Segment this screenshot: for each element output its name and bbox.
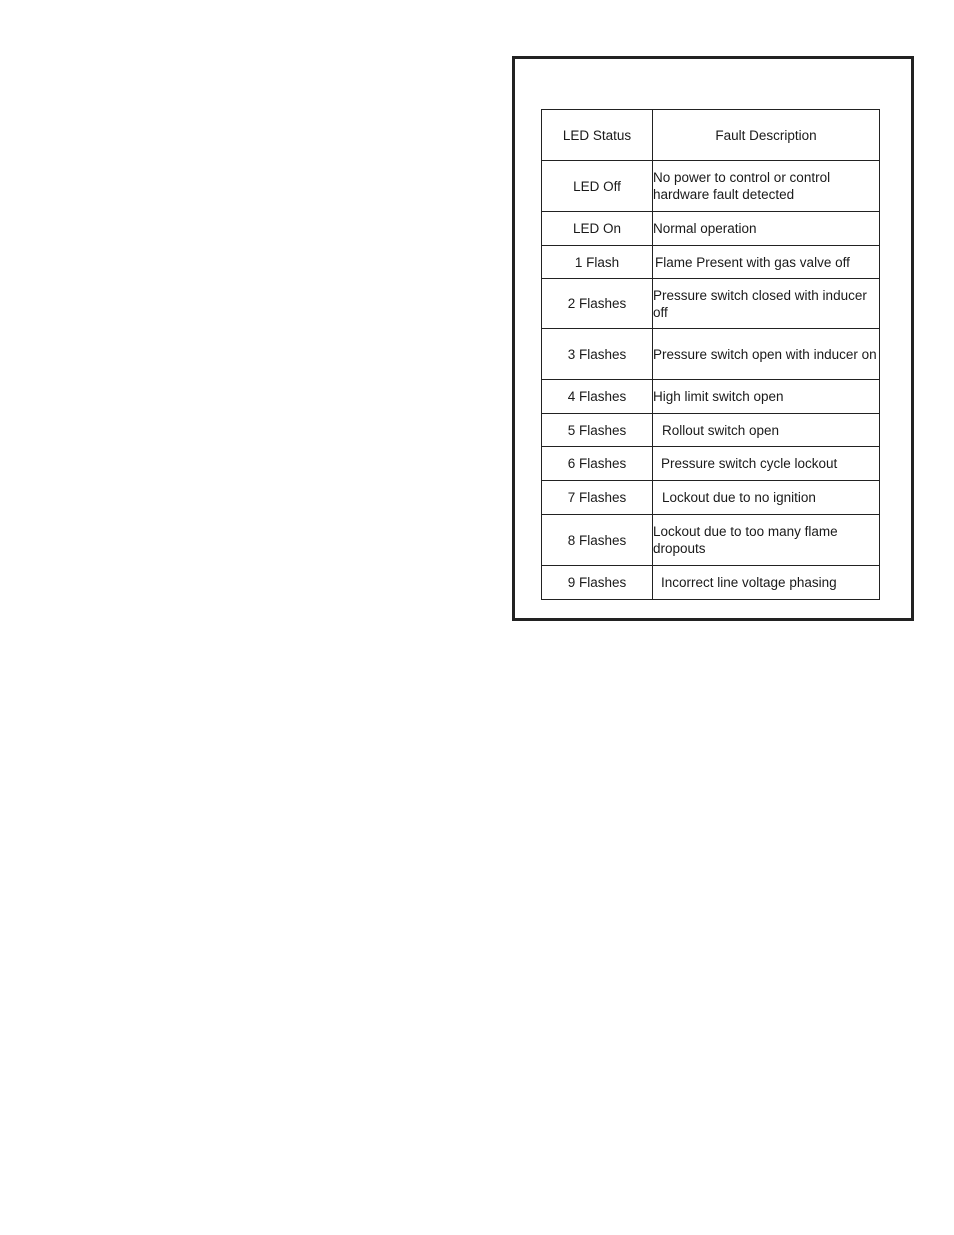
table-row [542,380,880,414]
fault-description-cell: Pressure switch closed with inducer off [653,279,880,329]
led-status-cell: 5 Flashes [542,414,653,447]
fault-description-cell: No power to control or control hardware fault detected [653,161,880,212]
led-status-cell: 4 Flashes [542,380,653,414]
table-row [542,212,880,246]
led-fault-table [541,109,880,600]
fault-description-cell: Lockout due to too many flame dropouts [653,515,880,566]
table-row [542,246,880,279]
led-status-cell: 7 Flashes [542,481,653,515]
led-status-cell: 6 Flashes [542,447,653,481]
fault-description-cell: Lockout due to no ignition [653,481,880,515]
led-status-cell: 8 Flashes [542,515,653,566]
fault-description-cell: Flame Present with gas valve off [653,246,880,279]
fault-description-cell: Incorrect line voltage phasing [653,566,880,600]
fault-description-cell: Rollout switch open [653,414,880,447]
table-row [542,566,880,600]
led-status-cell: 9 Flashes [542,566,653,600]
led-status-cell: 2 Flashes [542,279,653,329]
table-header-row [542,110,880,161]
led-status-cell: LED Off [542,161,653,212]
table-row [542,279,880,329]
led-fault-table-frame [512,56,914,621]
led-status-cell: 1 Flash [542,246,653,279]
table-row [542,515,880,566]
table-row [542,329,880,380]
header-fault-description: Fault Description [653,110,880,161]
led-status-cell: LED On [542,212,653,246]
table-row [542,161,880,212]
fault-description-cell: Pressure switch cycle lockout [653,447,880,481]
fault-description-cell: High limit switch open [653,380,880,414]
fault-description-cell: Pressure switch open with inducer on [653,329,880,380]
table-row [542,447,880,481]
header-led-status: LED Status [542,110,653,161]
table-row [542,414,880,447]
led-status-cell: 3 Flashes [542,329,653,380]
table-row [542,481,880,515]
fault-description-cell: Normal operation [653,212,880,246]
